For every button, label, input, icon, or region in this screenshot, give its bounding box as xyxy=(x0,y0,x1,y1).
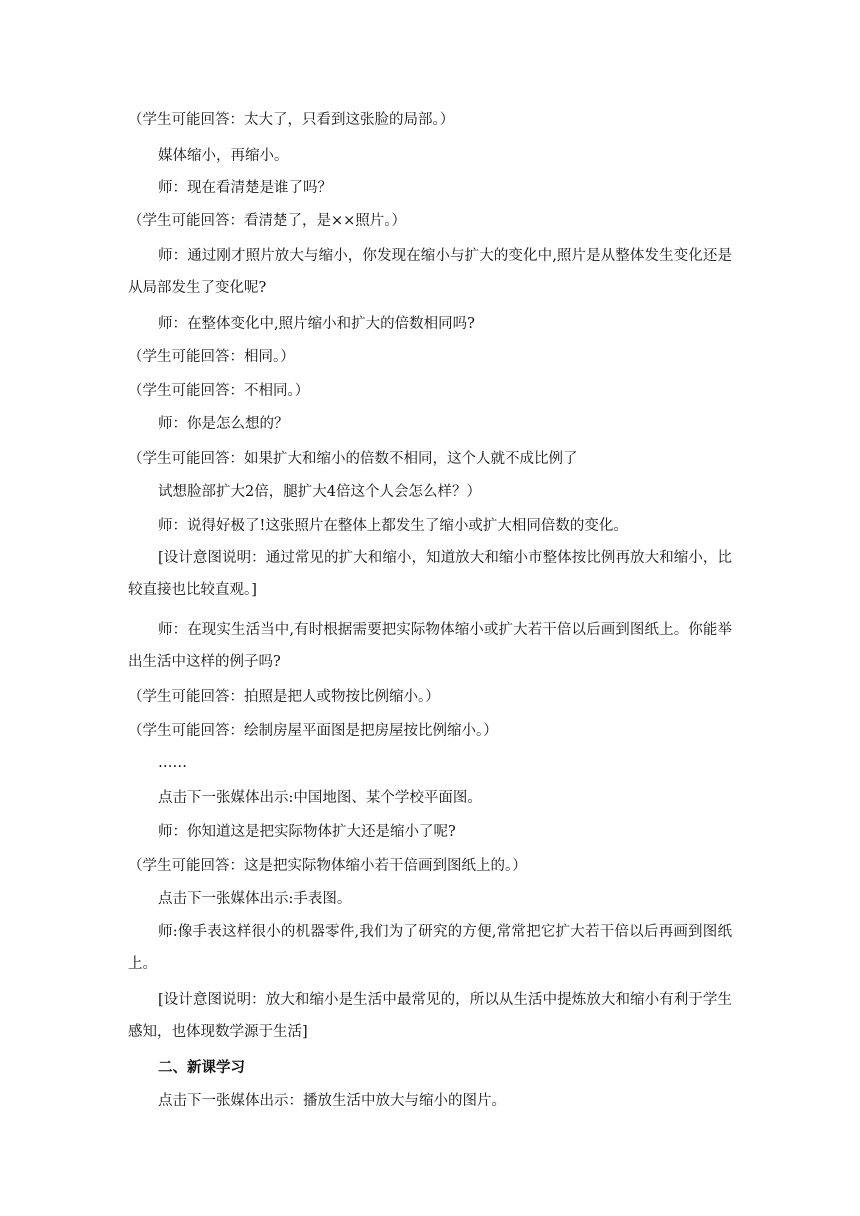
paragraph-ellipsis: …… xyxy=(158,755,187,771)
paragraph-media-map: 点击下一张媒体出示:中国地图、某个学校平面图。 xyxy=(158,790,482,806)
paragraph-student-answer-2: （学生可能回答：看清楚了，是××照片。） xyxy=(128,213,407,229)
paragraph-teacher-explain: 师:像手表这样很小的机器零件,我们为了研究的方便,常常把它扩大若干倍以后再画到图纸上。 xyxy=(128,924,732,972)
paragraph-student-answer-8: （学生可能回答：这是把实际物体缩小若干倍画到图纸上的。） xyxy=(128,858,527,874)
paragraph-student-answer-1: （学生可能回答：太大了，只看到这张脸的局部。） xyxy=(128,112,455,128)
paragraph-teacher-question-3: 师：在整体变化中,照片缩小和扩大的倍数相同吗? xyxy=(158,316,475,332)
paragraph-design-intent-1: [设计意图说明：通过常见的扩大和缩小，知道放大和缩小市整体按比例再放大和缩小，比较直接也比较直观。] xyxy=(128,550,732,598)
paragraph-teacher-question-5: 师：在现实生活当中,有时根据需要把实际物体缩小或扩大若干倍以后画到图纸上。你能举出生活中这样的例子吗? xyxy=(128,622,732,670)
paragraph-student-answer-5-cont: 试想脸部扩大2倍，腿扩大4倍这个人会怎么样？） xyxy=(158,484,481,500)
paragraph-teacher-question-4: 师：你是怎么想的？ xyxy=(158,416,289,432)
paragraph-media-watch: 点击下一张媒体出示:手表图。 xyxy=(158,891,352,907)
paragraph-media-images: 点击下一张媒体出示：播放生活中放大与缩小的图片。 xyxy=(158,1093,506,1109)
paragraph-teacher-praise: 师：说得好极了!这张照片在整体上都发生了缩小或扩大相同倍数的变化。 xyxy=(158,518,628,534)
paragraph-teacher-question-6: 师：你知道这是把实际物体扩大还是缩小了呢? xyxy=(158,824,456,840)
paragraph-design-intent-2: [设计意图说明：放大和缩小是生活中最常见的，所以从生活中提炼放大和缩小有利于学生感知，也体现数学源于生活] xyxy=(128,992,732,1040)
paragraph-student-answer-3: （学生可能回答：相同。） xyxy=(128,349,295,365)
paragraph-media-shrink: 媒体缩小，再缩小。 xyxy=(158,148,289,164)
paragraph-teacher-question-1: 师：现在看清楚是谁了吗？ xyxy=(158,180,332,196)
paragraph-student-answer-5: （学生可能回答：如果扩大和缩小的倍数不相同，这个人就不成比例了 xyxy=(128,451,578,467)
section-heading-new-lesson: 二、新课学习 xyxy=(158,1060,245,1076)
paragraph-student-answer-6: （学生可能回答：拍照是把人或物按比例缩小。） xyxy=(128,689,440,705)
paragraph-teacher-question-2: 师：通过刚才照片放大与缩小，你发现在缩小与扩大的变化中,照片是从整体发生变化还是从局部发生了变化呢? xyxy=(128,248,732,296)
paragraph-student-answer-4: （学生可能回答：不相同。） xyxy=(128,383,310,399)
paragraph-student-answer-7: （学生可能回答：绘制房屋平面图是把房屋按比例缩小。） xyxy=(128,723,498,739)
